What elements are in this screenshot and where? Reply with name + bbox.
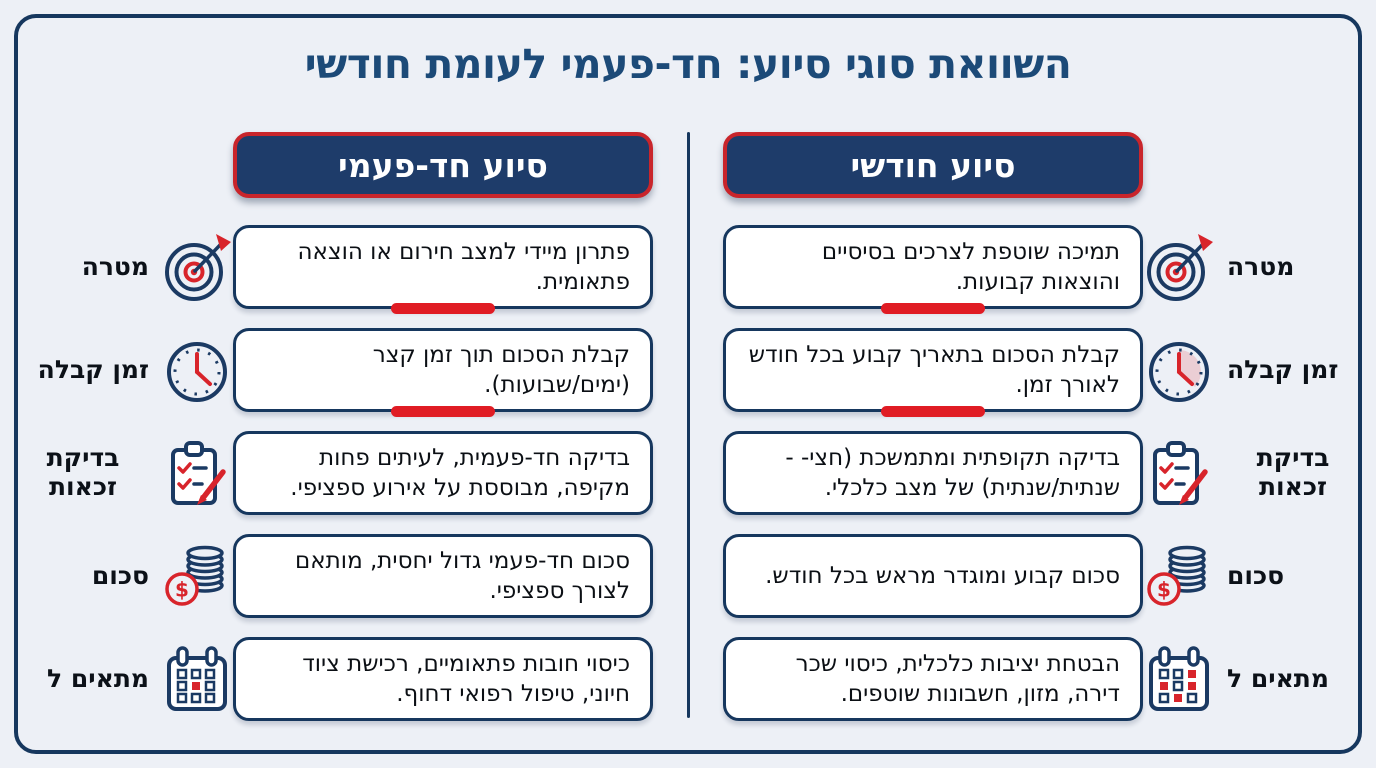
row-label-goal: מטרה: [1227, 251, 1295, 281]
monthly-time-label-zone: [1143, 327, 1369, 413]
calendar-icon: [161, 643, 233, 715]
row-label-goal: מטרה: [81, 251, 149, 281]
row-label-amount: סכום: [91, 560, 149, 590]
coins-dollar-icon: [161, 540, 233, 612]
one-time-goal-label-zone: [7, 224, 233, 310]
header-row: [0, 132, 1376, 198]
page-title: השוואת סוגי סיוע: חד-פעמי לעומת חודשי: [304, 40, 1072, 88]
svg-text:$: $: [175, 577, 189, 602]
clipboard-checklist-icon: [1143, 437, 1215, 509]
svg-text:$: $: [1157, 577, 1171, 602]
coins-dollar-icon: [1143, 540, 1215, 612]
target-icon: [1143, 231, 1215, 303]
one-time-suitable-label-zone: [7, 636, 233, 722]
monthly-goal-label-zone: [1143, 224, 1369, 310]
row-eligibility: [0, 430, 1376, 516]
clock-icon: [1143, 334, 1215, 406]
one-time-time-label-zone: [7, 327, 233, 413]
header-one-time: סיוע חד-פעמי: [233, 132, 653, 198]
one-time-goal-box: פתרון מיידי למצב חירום או הוצאה פתאומית.: [233, 225, 653, 309]
monthly-goal-box: תמיכה שוטפת לצרכים בסיסיים והוצאות קבועות.: [723, 225, 1143, 309]
one-time-amount-label-zone: [7, 533, 233, 619]
row-goal: [0, 224, 1376, 310]
monthly-eligibility-box: בדיקה תקופתית ומתמשכת (חצי- -שנתית/שנתית) של מצב כלכלי.: [723, 431, 1143, 515]
row-label-suitable-for: מתאים ל: [1227, 663, 1329, 693]
monthly-suitable-box: הבטחת יציבות כלכלית, כיסוי שכר דירה, מזון, חשבונות שוטפים.: [723, 637, 1143, 721]
one-time-suitable-box: כיסוי חובות פתאומיים, רכישת ציוד חיוני, טיפול רפואי דחוף.: [233, 637, 653, 721]
row-amount: [0, 533, 1376, 619]
clipboard-checklist-icon: [161, 437, 233, 509]
row-label-receipt-time: זמן קבלה: [37, 354, 149, 384]
target-icon: [161, 231, 233, 303]
row-label-receipt-time: זמן קבלה: [1227, 354, 1339, 384]
comparison-layout: [0, 132, 1376, 739]
one-time-eligibility-label-zone: [7, 430, 233, 516]
calendar-icon: [1143, 643, 1215, 715]
row-label-eligibility: בדיקת זכאות: [1256, 443, 1330, 501]
header-monthly: סיוע חודשי: [723, 132, 1143, 198]
monthly-amount-label-zone: [1143, 533, 1369, 619]
row-suitable-for: [0, 636, 1376, 722]
monthly-eligibility-label-zone: [1143, 430, 1369, 516]
row-label-suitable-for: מתאים ל: [47, 663, 149, 693]
one-time-amount-box: סכום חד-פעמי גדול יחסית, מותאם לצורך ספציפי.: [233, 534, 653, 618]
clock-icon: [161, 334, 233, 406]
row-receipt-time: [0, 327, 1376, 413]
monthly-amount-box: סכום קבוע ומוגדר מראש בכל חודש.: [723, 534, 1143, 618]
row-label-amount: סכום: [1227, 560, 1285, 590]
monthly-time-box: קבלת הסכום בתאריך קבוע בכל חודש לאורך זמן.: [723, 328, 1143, 412]
one-time-time-box: קבלת הסכום תוך זמן קצר (ימים/שבועות).: [233, 328, 653, 412]
row-label-eligibility: בדיקת זכאות: [46, 443, 120, 501]
one-time-eligibility-box: בדיקה חד-פעמית, לעיתים פחות מקיפה, מבוססת על אירוע ספציפי.: [233, 431, 653, 515]
monthly-suitable-label-zone: [1143, 636, 1369, 722]
